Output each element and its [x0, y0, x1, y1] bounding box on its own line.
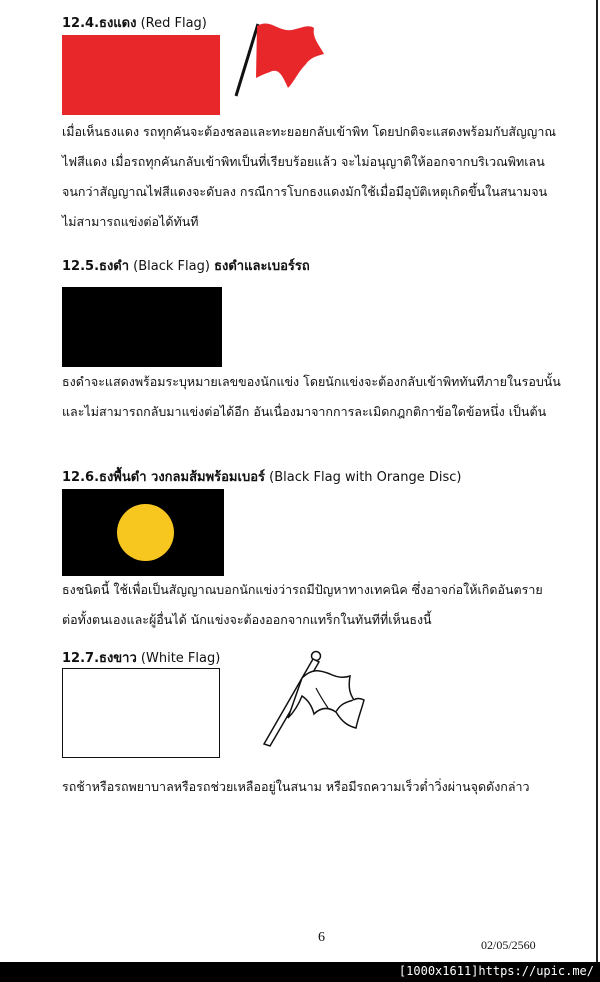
- orange-disc: [117, 504, 174, 561]
- orange-disc-flag-swatch: [62, 489, 224, 576]
- red-flag-swatch: [62, 35, 220, 115]
- heading-english-label: (Black Flag): [129, 259, 215, 274]
- section-heading-orange-disc-flag: [62, 466, 461, 487]
- heading-english-label: (Red Flag): [136, 16, 207, 31]
- white-waving-flag-icon: [258, 648, 370, 748]
- black-flag-description: [62, 367, 561, 427]
- section-heading-white-flag: [62, 647, 220, 668]
- paragraph-line: จนกว่าสัญญาณไฟสีแดงจะดับลง กรณีการโบกธงแดงมักใช้เมื่อมีอุบัติเหตุเกิดขึ้นในสนามจน: [62, 184, 548, 199]
- image-host-bar: [0, 962, 600, 982]
- page-number: 6: [318, 930, 325, 945]
- white-flag-description: [62, 772, 530, 802]
- white-flag-swatch: [62, 668, 220, 758]
- heading-number-label: 12.5.ธงดำ: [62, 259, 130, 274]
- paragraph-line: รถช้าหรือรถพยาบาลหรือรถช่วยเหลืออยู่ในสนาม หรือมีรถความเร็วต่ำวิ่งผ่านจุดดังกล่าว: [62, 779, 530, 794]
- heading-number-label: 12.7.ธงขาว: [62, 651, 137, 666]
- document-date: 02/05/2560: [481, 938, 536, 952]
- red-flag-description: [62, 117, 556, 237]
- paragraph-line: ธงดำจะแสดงพร้อมระบุหมายเลขของนักแข่ง โดยนักแข่งจะต้องกลับเข้าพิททันทีภายในรอบนั้น: [62, 374, 561, 389]
- paragraph-line: ไฟสีแดง เมื่อรถทุกคันกลับเข้าพิทเป็นที่เรียบร้อยแล้ว จะไม่อนุญาติให้ออกจากบริเวณพิทเลน: [62, 154, 545, 169]
- heading-english-label: (Black Flag with Orange Disc): [265, 470, 462, 485]
- heading-number-label: 12.6.ธงพื้นดำ วงกลมส้มพร้อมเบอร์: [62, 470, 265, 485]
- red-waving-flag-icon: [232, 18, 328, 100]
- paragraph-line: ธงชนิดนี้ ใช้เพื่อเป็นสัญญาณบอกนักแข่งว่ารถมีปัญหาทางเทคนิค ซึ่งอาจก่อให้เกิดอันตราย: [62, 582, 543, 597]
- paragraph-line: เมื่อเห็นธงแดง รถทุกคันจะต้องชลอและทะยอยกลับเข้าพิท โดยปกติจะแสดงพร้อมกับสัญญาณ: [62, 124, 556, 139]
- orange-disc-flag-description: [62, 575, 543, 635]
- section-heading-black-flag: [62, 255, 310, 276]
- paragraph-line: ต่อทั้งตนเองและผู้อื่นได้ นักแข่งจะต้องออกจากแทร็กในทันทีที่เห็นธงนี้: [62, 612, 432, 627]
- heading-number-label: 12.4.ธงแดง: [62, 16, 137, 31]
- black-flag-swatch: [62, 287, 222, 367]
- paragraph-line: และไม่สามารถกลับมาแข่งต่อได้อีก อันเนื่องมาจากการละเมิดกฎกติกาข้อใดข้อหนึ่ง เป็นต้น: [62, 404, 547, 419]
- heading-thai-label: ธงดำและเบอร์รถ: [214, 259, 310, 274]
- watermark-text: [1000x1611]https://upic.me/: [398, 964, 594, 978]
- heading-english-label: (White Flag): [136, 651, 221, 666]
- paragraph-line: ไม่สามารถแข่งต่อได้ทันที: [62, 214, 199, 229]
- section-heading-red-flag: [62, 12, 207, 33]
